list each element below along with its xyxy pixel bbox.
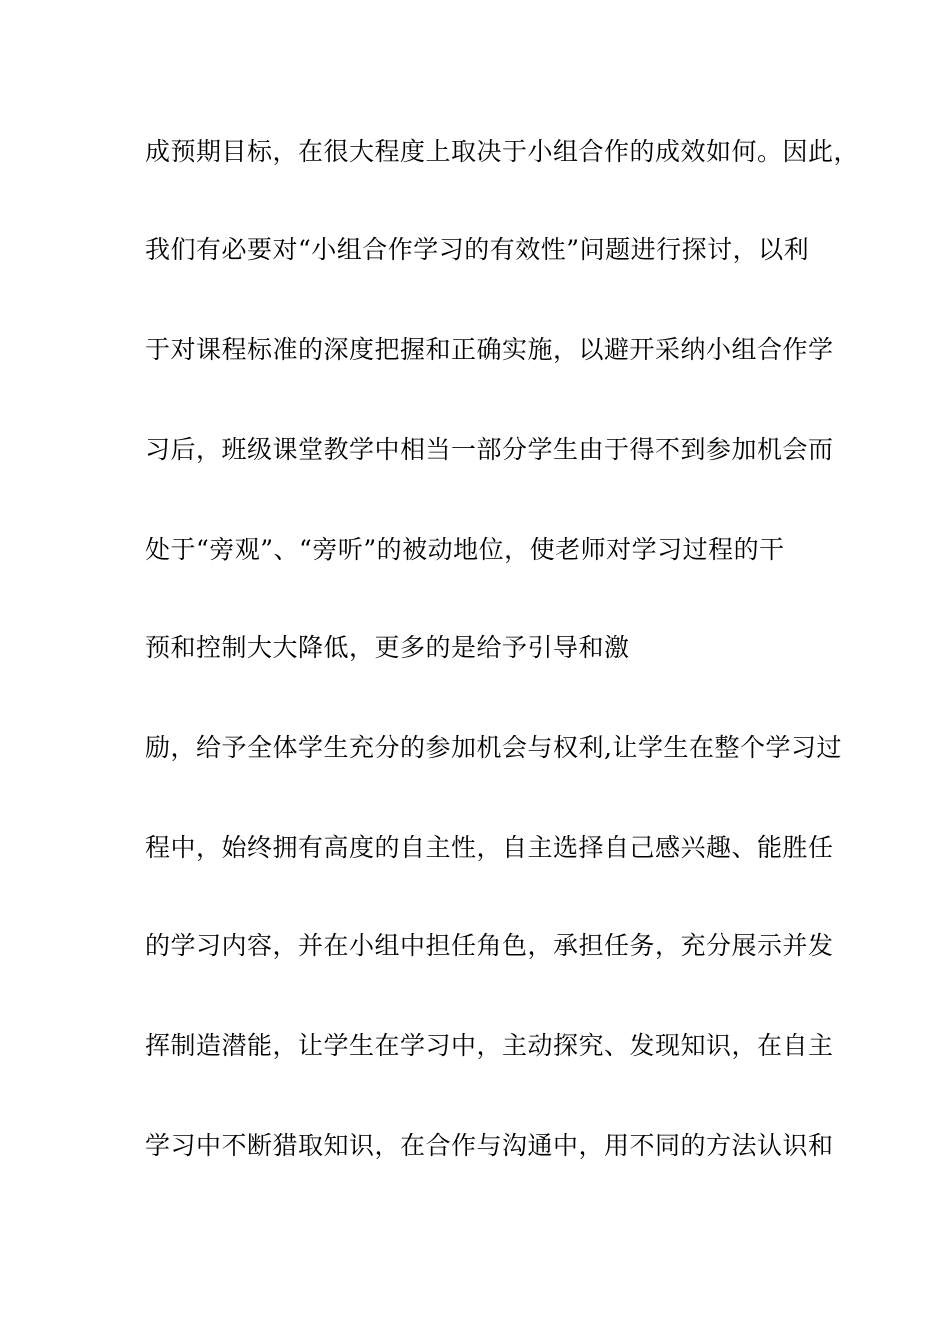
body-text-line: 于对课程标准的深度把握和正确实施，以避开采纳小组合作学 [145, 335, 834, 364]
body-text-line: 预和控制大大降低，更多的是给予引导和激 [145, 633, 630, 662]
body-text-line: 程中，始终拥有高度的自主性，自主选择自己感兴趣、能胜任 [145, 833, 834, 862]
body-text-line: 学习中不断猎取知识，在合作与沟通中，用不同的方法认识和 [145, 1131, 834, 1160]
body-text-line: 我们有必要对“小组合作学习的有效性”问题进行探讨，以利 [145, 235, 810, 264]
body-text-line: 挥制造潜能，让学生在学习中，主动探究、发现知识，在自主 [145, 1031, 834, 1060]
body-text-line: 习后，班级课堂教学中相当一部分学生由于得不到参加机会而 [145, 435, 834, 464]
body-text-line: 处于“旁观”、“旁听”的被动地位，使老师对学习过程的干 [145, 535, 785, 564]
body-text-line: 的学习内容，并在小组中担任角色，承担任务，充分展示并发 [145, 931, 834, 960]
body-text-line: 成预期目标，在很大程度上取决于小组合作的成效如何。因此， [145, 137, 860, 166]
body-text-line: 励，给予全体学生充分的参加机会与权利,让学生在整个学习过 [145, 733, 842, 762]
